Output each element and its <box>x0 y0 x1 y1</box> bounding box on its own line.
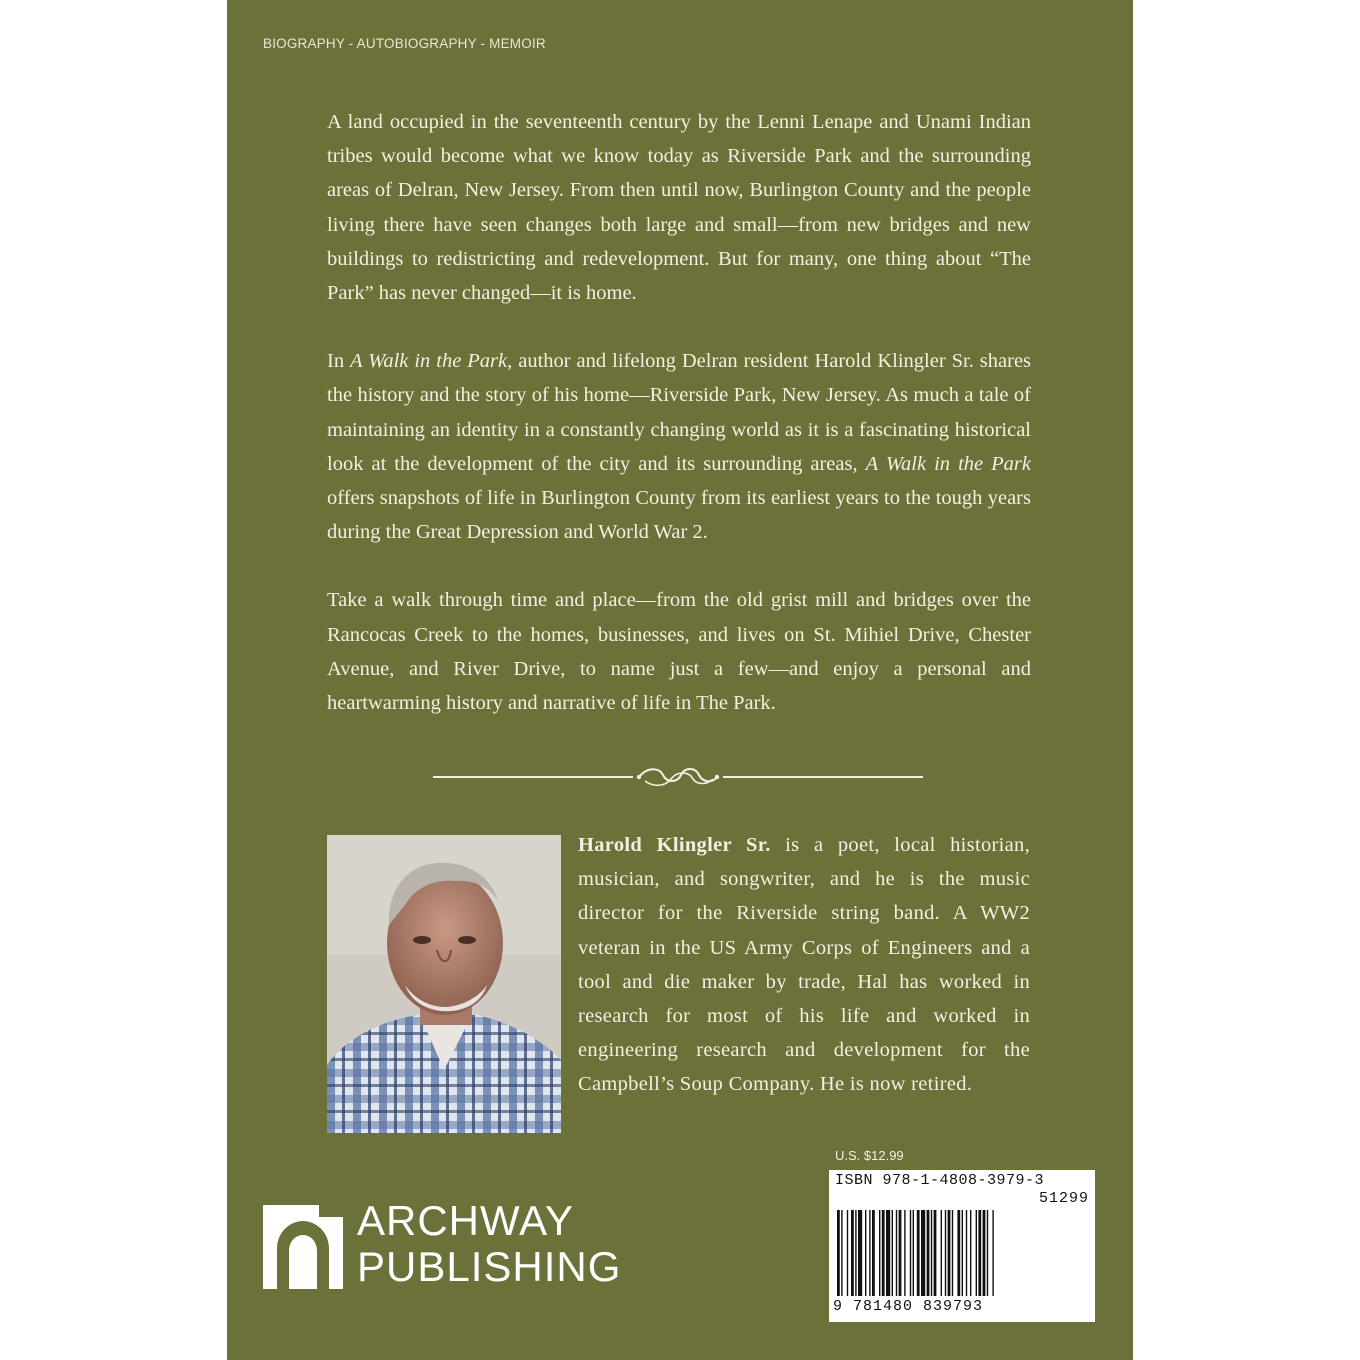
barcode-bar <box>952 1210 953 1296</box>
author-bio <box>578 828 1030 1102</box>
price-label: U.S. $12.99 <box>835 1148 904 1163</box>
barcode-bar <box>841 1210 842 1296</box>
archway-logo-icon <box>263 1205 343 1294</box>
barcode-bar <box>896 1210 897 1296</box>
barcode-bar <box>855 1210 856 1296</box>
ornamental-divider <box>433 762 923 792</box>
barcode-bar <box>869 1210 870 1296</box>
barcode-bar <box>886 1210 890 1296</box>
barcode-bar <box>948 1210 951 1296</box>
barcode-bar <box>904 1210 905 1296</box>
barcode-bar <box>966 1210 967 1296</box>
barcode-bar <box>934 1210 937 1296</box>
description-paragraph-3: Take a walk through time and place—from the old grist mill and bridges over the Rancocas Creek to the homes, businesses, and lives on St. Mihiel Drive, Chester Avenue, and River Drive, to name just a few—and enjoy a personal and heartwarming history and narrative of life in The Park. <box>327 589 1031 715</box>
book-title-italic: A Walk in the Park <box>865 452 1031 475</box>
barcode-bar <box>851 1210 854 1296</box>
barcode-bar <box>913 1210 914 1296</box>
barcode-bar <box>970 1210 971 1296</box>
publisher-name-line1: ARCHWAY <box>357 1197 574 1244</box>
back-cover <box>227 0 1133 1360</box>
barcode-bar <box>931 1210 932 1296</box>
book-description <box>327 105 1031 754</box>
barcode-bar <box>892 1210 893 1296</box>
barcode-bar <box>882 1210 885 1296</box>
barcode-bar <box>858 1210 862 1296</box>
author-name: Harold Klingler Sr. <box>578 834 771 856</box>
barcode-bar <box>837 1210 840 1296</box>
book-title-italic: A Walk in the Park <box>350 350 508 373</box>
barcode-bar <box>945 1210 946 1296</box>
ean-digits: 9 781480 839793 <box>833 1298 984 1315</box>
isbn-number: ISBN 978-1-4808-3979-3 <box>835 1172 1045 1189</box>
barcode-bar <box>957 1210 960 1296</box>
barcode-bar <box>962 1210 963 1296</box>
barcode-bar <box>978 1210 981 1296</box>
barcode-bar <box>865 1210 866 1296</box>
barcode-bar <box>987 1210 988 1296</box>
genre-label: BIOGRAPHY - AUTOBIOGRAPHY - MEMOIR <box>263 36 546 51</box>
barcode-bar <box>927 1210 930 1296</box>
publisher-name-line2: PUBLISHING <box>357 1243 622 1290</box>
barcode-bar <box>976 1210 977 1296</box>
author-photo <box>327 835 561 1133</box>
barcode-bar <box>921 1210 925 1296</box>
publisher-logo-text <box>357 1198 621 1290</box>
barcode-bar <box>941 1210 942 1296</box>
isbn-barcode <box>829 1170 1095 1322</box>
barcode-bar <box>899 1210 902 1296</box>
barcode-bar <box>983 1210 986 1296</box>
barcode-bar <box>910 1210 911 1296</box>
barcode-bars <box>837 1210 1087 1296</box>
barcode-bar <box>847 1210 848 1296</box>
barcode-bar <box>917 1210 920 1296</box>
author-bio-text: is a poet, local historian, musician, and songwriter, and he is the music director for the Riverside string band. A WW2 veteran in the US Army Corps of Engineers and a tool and die maker by trade, Hal has worked in research for most of his life and worked in engineering research and development for the Campbell’s Soup Company. He is now retired. <box>578 834 1031 1096</box>
description-paragraph-2: In A Walk in the Park, author and lifelong Delran resident Harold Klingler Sr. shares the history and the story of his home—Riverside Park, New Jersey. As much a tale of maintaining an identity in a constantly changing world as it is a fascinating historical look at the development of the city and its surrounding areas, A Walk in the Park offers snapshots of life in Burlington County from its earliest years to the tough years during the Great Depression and World War 2. <box>327 350 1032 544</box>
barcode-bar <box>879 1210 880 1296</box>
description-paragraph-1: A land occupied in the seventeenth century by the Lenni Lenape and Unami Indian tribes would become what we know today as Riverside Park and the surrounding areas of Delran, New Jersey. From then until now, Burlington County and the people living there have seen changes both large and small—from new bridges and new buildings to redistricting and redevelopment. But for many, one thing about “The Park” has never changed—it is home. <box>327 111 1031 305</box>
barcode-bar <box>872 1210 875 1296</box>
price-code: 51299 <box>1038 1190 1089 1207</box>
barcode-bar <box>992 1210 993 1296</box>
